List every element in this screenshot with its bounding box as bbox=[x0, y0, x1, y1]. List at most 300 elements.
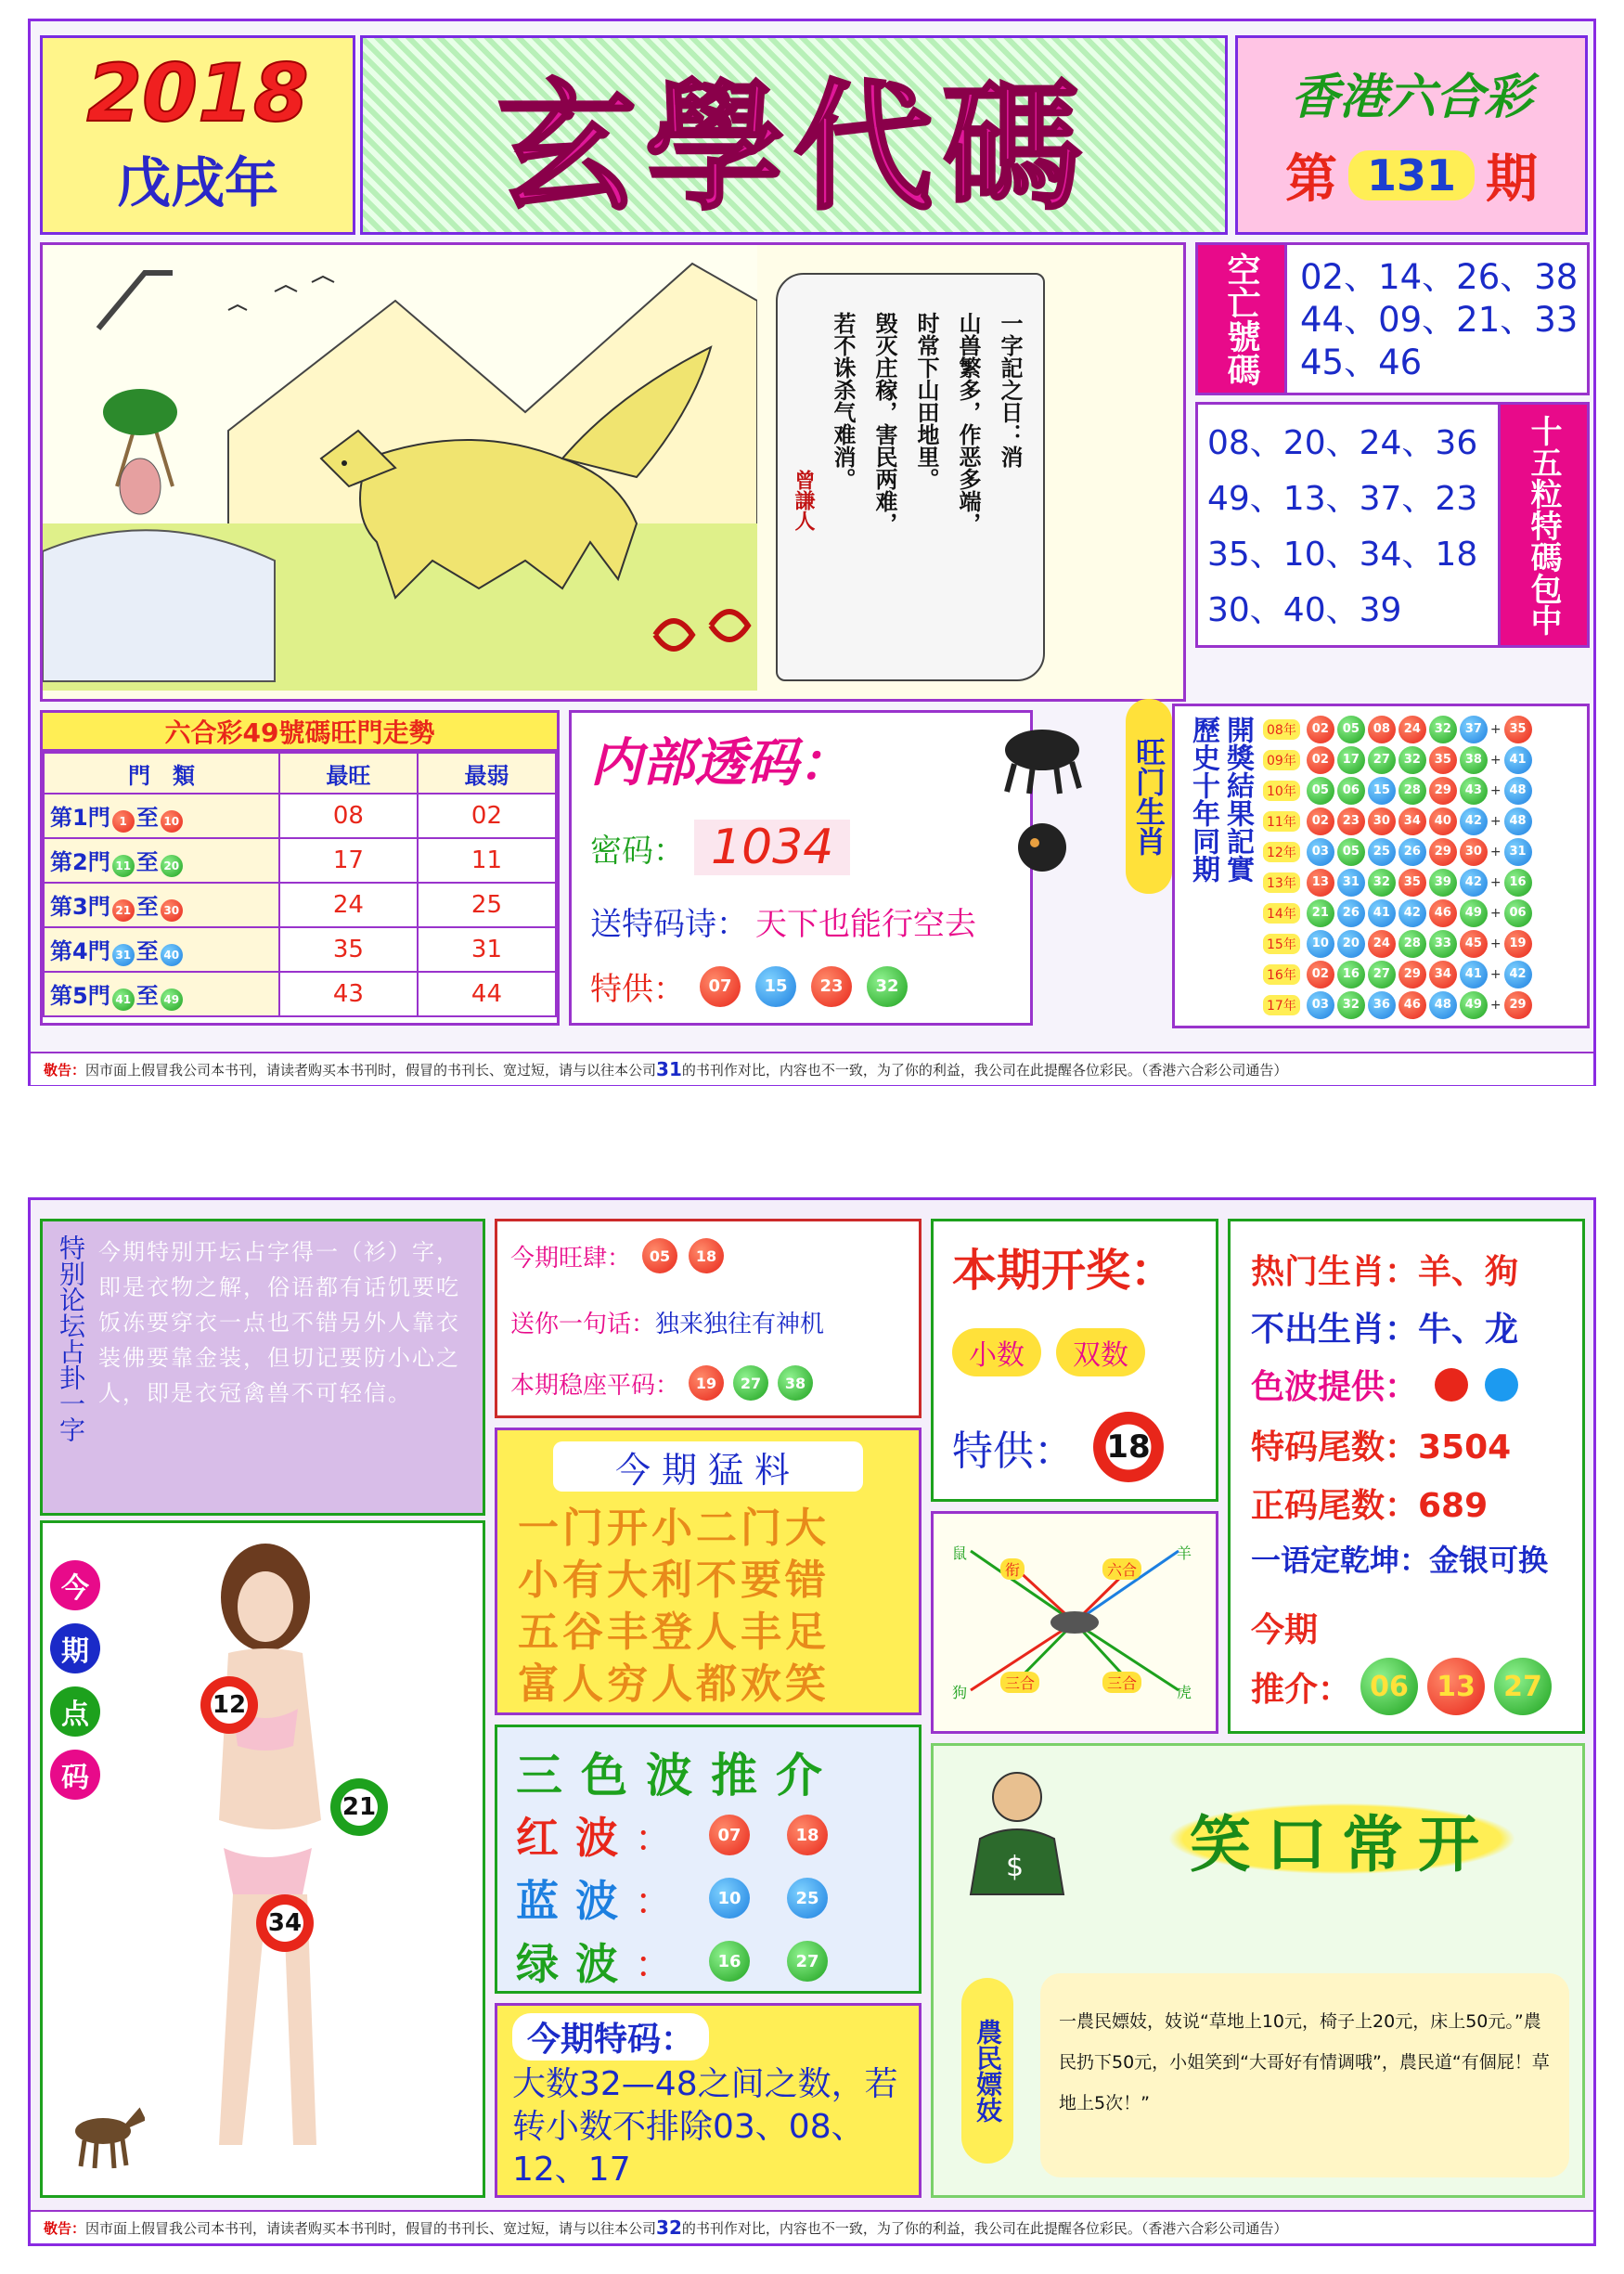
recommend-row bbox=[1251, 1658, 1552, 1715]
history-ball: 32 bbox=[1368, 869, 1396, 897]
history-ball: 23 bbox=[1337, 808, 1365, 835]
door-name: 第3門 bbox=[50, 894, 110, 920]
money-bag-icon bbox=[961, 1764, 1073, 1904]
history-ball: 49 bbox=[1460, 991, 1488, 1019]
history-rows bbox=[1263, 714, 1532, 1020]
history-ball: 42 bbox=[1460, 869, 1488, 897]
history-ball: 02 bbox=[1307, 746, 1334, 774]
wave-label: 红波 bbox=[516, 1813, 635, 1863]
history-year: 08年 bbox=[1263, 719, 1300, 740]
issue-box bbox=[1235, 35, 1588, 235]
history-panel bbox=[1172, 704, 1590, 1028]
hot-zodiac: 热门生肖：羊、狗 bbox=[1251, 1253, 1519, 1291]
history-ball: 46 bbox=[1398, 991, 1426, 1019]
point-label-3: 点 bbox=[50, 1686, 100, 1737]
history-ball: 29 bbox=[1504, 991, 1532, 1019]
password-value: 1034 bbox=[694, 820, 850, 875]
mengliao-line-2: 小有大利不要错 bbox=[518, 1557, 830, 1604]
history-year: 17年 bbox=[1263, 995, 1300, 1015]
forum-panel bbox=[40, 1219, 485, 1516]
history-ball: 32 bbox=[1398, 746, 1426, 774]
history-ball: 08 bbox=[1368, 716, 1396, 743]
mengliao-title: 今期猛料 bbox=[553, 1441, 863, 1492]
history-ball: 06 bbox=[1337, 777, 1365, 805]
wave-colon: ： bbox=[635, 1816, 672, 1860]
tema-panel bbox=[495, 2003, 922, 2198]
history-year: 11年 bbox=[1263, 811, 1300, 832]
wave-colon: ： bbox=[635, 1880, 672, 1923]
history-year: 13年 bbox=[1263, 872, 1300, 893]
wave-rows bbox=[516, 1803, 828, 1993]
recommend-ball: 13 bbox=[1427, 1658, 1485, 1715]
notice-prefix: 敬告： bbox=[44, 1061, 86, 1079]
history-ball: 35 bbox=[1504, 716, 1532, 743]
history-ball: 43 bbox=[1460, 777, 1488, 805]
wangmen-label: 旺门生肖 bbox=[1126, 699, 1172, 894]
history-ball: 20 bbox=[1337, 930, 1365, 958]
issue-number: 131 bbox=[1348, 150, 1475, 200]
blue-dot-icon bbox=[1485, 1368, 1518, 1402]
history-ball: 24 bbox=[1368, 930, 1396, 958]
history-plus: + bbox=[1489, 997, 1502, 1013]
wave-ball: 16 bbox=[709, 1941, 750, 1982]
today-panel bbox=[495, 1219, 922, 1418]
history-row bbox=[1263, 989, 1532, 1020]
history-row bbox=[1263, 928, 1532, 959]
compass-rat: 鼠 bbox=[952, 1544, 968, 1562]
history-ball: 27 bbox=[1368, 961, 1396, 988]
history-year: 14年 bbox=[1263, 903, 1300, 924]
history-ball: 42 bbox=[1504, 961, 1532, 988]
notice-number-2: 32 bbox=[656, 2216, 682, 2239]
doors-table bbox=[43, 752, 557, 1017]
history-ball: 38 bbox=[1460, 746, 1488, 774]
history-ball: 03 bbox=[1307, 838, 1334, 866]
flat-ball: 19 bbox=[689, 1365, 724, 1401]
girl-panel bbox=[40, 1520, 485, 2198]
mengliao-line-1: 一门开小二门大 bbox=[518, 1505, 830, 1552]
history-ball: 16 bbox=[1504, 869, 1532, 897]
notice-text-2: 因市面上假冒我公司本书刊，请读者购买本书刊时，假冒的书刊长、宽过短，请与以往本公司 bbox=[85, 2219, 657, 2237]
door-start-ball: 41 bbox=[112, 988, 135, 1011]
flat-row bbox=[510, 1365, 813, 1401]
history-year: 15年 bbox=[1263, 934, 1300, 954]
wave-title: 三色波推介 bbox=[516, 1749, 841, 1802]
doors-row bbox=[44, 972, 556, 1016]
history-ball: 48 bbox=[1504, 777, 1532, 805]
password-label: 密码： bbox=[590, 832, 685, 870]
history-ball: 19 bbox=[1504, 930, 1532, 958]
poem-title: 一字記之日：消 bbox=[997, 312, 1023, 468]
doors-panel bbox=[40, 710, 560, 1026]
page-one bbox=[28, 19, 1596, 1086]
notice-prefix-2: 敬告： bbox=[44, 2219, 86, 2237]
history-plus: + bbox=[1489, 905, 1502, 921]
history-ball: 17 bbox=[1337, 746, 1365, 774]
notice-text-end-2: 的书刊作对比，内容也不一致，为了你的利益，我公司在此提醒各位彩民。（香港六合彩公司通告） bbox=[681, 2219, 1288, 2237]
compass-sanhe-right: 三合 bbox=[1102, 1672, 1141, 1693]
wave-ball: 27 bbox=[787, 1941, 828, 1982]
girl-ball-21: 21 bbox=[330, 1778, 388, 1836]
draw-small-tag: 小数 bbox=[952, 1328, 1041, 1376]
history-row bbox=[1263, 836, 1532, 867]
laugh-panel bbox=[931, 1743, 1585, 2198]
forum-text: 今期特别开坛占字得一（衫）字，即是衣物之解，俗语都有话饥要吃饭冻要穿衣一点也不错另外人靠衣装佛要靠金装，但切记要防小心之人，即是衣冠禽兽不可轻信。 bbox=[98, 1239, 460, 1406]
door-start-ball: 31 bbox=[112, 944, 135, 966]
history-row bbox=[1263, 806, 1532, 836]
password-row bbox=[590, 820, 850, 875]
tema-title: 今期特码： bbox=[512, 2013, 709, 2061]
story-label: 農民嫖妓 bbox=[961, 1978, 1013, 2164]
compass-arrows-icon bbox=[934, 1514, 1216, 1731]
history-row bbox=[1263, 775, 1532, 806]
door-name-cell bbox=[44, 838, 279, 883]
door-end-ball: 30 bbox=[161, 899, 183, 922]
history-ball: 26 bbox=[1398, 838, 1426, 866]
point-label-2: 期 bbox=[50, 1623, 100, 1673]
door-start-ball: 11 bbox=[112, 855, 135, 877]
doors-row bbox=[44, 838, 556, 883]
flat-ball: 27 bbox=[733, 1365, 768, 1401]
wave-ball: 07 bbox=[709, 1815, 750, 1855]
door-cold: 02 bbox=[418, 794, 556, 838]
color-label: 色波提供： bbox=[1251, 1368, 1419, 1406]
wave-colon: ： bbox=[635, 1943, 672, 1986]
inner-special-row bbox=[590, 963, 908, 1009]
point-label-1: 今 bbox=[50, 1560, 100, 1610]
fifteen-line-2: 49、13、37、23 bbox=[1207, 480, 1478, 518]
history-plus: + bbox=[1489, 813, 1502, 829]
history-ball: 30 bbox=[1368, 808, 1396, 835]
page-two bbox=[28, 1197, 1596, 2246]
compass-goat: 羊 bbox=[1177, 1544, 1192, 1562]
forum-label: 特别论坛占卦一字 bbox=[56, 1234, 86, 1442]
tema-text: 大数32—48之间之数，若转小数不排除03、08、12、17 bbox=[512, 2065, 898, 2189]
recommend-ball: 27 bbox=[1494, 1658, 1552, 1715]
door-start-ball: 21 bbox=[112, 899, 135, 922]
doors-header-hot: 最旺 bbox=[279, 753, 418, 794]
history-ball: 29 bbox=[1429, 777, 1457, 805]
point-label bbox=[50, 1560, 100, 1800]
sentence-row bbox=[510, 1305, 824, 1339]
door-name-cell bbox=[44, 927, 279, 972]
today-wang-ball: 18 bbox=[689, 1238, 724, 1273]
history-ball: 32 bbox=[1337, 991, 1365, 1019]
wave-ball: 10 bbox=[709, 1878, 750, 1919]
door-to: 至 bbox=[135, 938, 159, 964]
special-poem-label: 送特码诗： bbox=[590, 906, 748, 943]
history-ball: 29 bbox=[1398, 961, 1426, 988]
door-cold: 44 bbox=[418, 972, 556, 1016]
history-ball: 49 bbox=[1460, 899, 1488, 927]
doors-title: 六合彩49號碼旺門走勢 bbox=[43, 713, 557, 752]
history-plus: + bbox=[1489, 721, 1502, 737]
history-ball: 28 bbox=[1398, 777, 1426, 805]
history-ball: 42 bbox=[1460, 808, 1488, 835]
history-year: 12年 bbox=[1263, 842, 1300, 862]
history-ball: 10 bbox=[1307, 930, 1334, 958]
today-wang-row bbox=[510, 1238, 724, 1273]
model-illustration bbox=[154, 1542, 432, 2191]
compass-dog: 狗 bbox=[952, 1684, 968, 1701]
poem-line-2: 时常下山田地里。 bbox=[913, 312, 939, 490]
poem-seal: 曾謙人 bbox=[792, 470, 815, 531]
door-hot: 17 bbox=[279, 838, 418, 883]
mengliao-panel bbox=[495, 1428, 922, 1715]
history-ball: 34 bbox=[1429, 961, 1457, 988]
wave-row bbox=[516, 1803, 828, 1867]
flat-ball: 38 bbox=[778, 1365, 813, 1401]
issue-prefix: 第 bbox=[1284, 149, 1337, 210]
history-ball: 35 bbox=[1429, 746, 1457, 774]
poem-columns bbox=[789, 312, 1026, 646]
history-ball: 46 bbox=[1429, 899, 1457, 927]
fifteen-label: 十五粒特碼包中 bbox=[1498, 405, 1587, 646]
history-plus: + bbox=[1489, 936, 1502, 951]
doors-header-type: 門 類 bbox=[44, 753, 279, 794]
door-hot: 43 bbox=[279, 972, 418, 1016]
recommend-ball: 06 bbox=[1360, 1658, 1418, 1715]
history-ball: 45 bbox=[1460, 930, 1488, 958]
issue-suffix: 期 bbox=[1486, 149, 1539, 210]
recommend-b: 推介： bbox=[1251, 1670, 1352, 1709]
history-ball: 39 bbox=[1429, 869, 1457, 897]
doors-row bbox=[44, 927, 556, 972]
sentence-text: 独来独往有神机 bbox=[655, 1311, 825, 1338]
draw-double-tag: 双数 bbox=[1056, 1328, 1145, 1376]
poem-row bbox=[590, 898, 976, 944]
inner-title: 内部透码： bbox=[590, 733, 850, 794]
notice-bar-2 bbox=[31, 2210, 1593, 2243]
compass-xian: 衔 bbox=[1000, 1558, 1025, 1580]
history-ball: 25 bbox=[1368, 838, 1396, 866]
girl-ball-12: 12 bbox=[200, 1676, 258, 1734]
door-cold: 25 bbox=[418, 883, 556, 927]
kongwang-line-1: 02、14、26、38 bbox=[1300, 257, 1579, 297]
year-box bbox=[40, 35, 355, 235]
today-wang-ball: 05 bbox=[642, 1238, 677, 1273]
door-end-ball: 20 bbox=[161, 855, 183, 877]
history-ball: 29 bbox=[1429, 838, 1457, 866]
zodiac-compass bbox=[931, 1511, 1218, 1734]
door-to: 至 bbox=[135, 983, 159, 1009]
history-ball: 06 bbox=[1504, 899, 1532, 927]
laugh-title: 笑口常开 bbox=[1138, 1797, 1546, 1880]
history-ball: 37 bbox=[1460, 716, 1488, 743]
mengliao-line-4: 富人穷人都欢笑 bbox=[518, 1660, 830, 1708]
door-cold: 31 bbox=[418, 927, 556, 972]
door-hot: 24 bbox=[279, 883, 418, 927]
girl-ball-34: 34 bbox=[256, 1894, 314, 1952]
door-end-ball: 10 bbox=[161, 810, 183, 833]
history-ball: 05 bbox=[1307, 777, 1334, 805]
yiyu-line: 一语定乾坤：金银可换 bbox=[1251, 1543, 1549, 1578]
history-ball: 13 bbox=[1307, 869, 1334, 897]
history-ball: 32 bbox=[1429, 716, 1457, 743]
wave-ball: 18 bbox=[787, 1815, 828, 1855]
red-dot-icon bbox=[1435, 1368, 1468, 1402]
door-end-ball: 49 bbox=[161, 988, 183, 1011]
history-row bbox=[1263, 898, 1532, 928]
horse-icon bbox=[61, 2099, 145, 2173]
history-ball: 42 bbox=[1398, 899, 1426, 927]
compass-tiger: 虎 bbox=[1177, 1684, 1192, 1701]
wave-label: 绿波 bbox=[516, 1939, 635, 1989]
mengliao-line-3: 五谷丰登人丰足 bbox=[518, 1609, 830, 1656]
history-ball: 24 bbox=[1398, 716, 1426, 743]
title-box bbox=[360, 35, 1228, 235]
kongwang-numbers bbox=[1300, 256, 1578, 384]
mengliao-lines bbox=[518, 1503, 830, 1711]
sentence-label: 送你一句话： bbox=[510, 1311, 656, 1338]
history-ball: 41 bbox=[1368, 899, 1396, 927]
history-ball: 05 bbox=[1337, 838, 1365, 866]
history-ball: 41 bbox=[1504, 746, 1532, 774]
poem-line-1: 山兽繁多，作恶多端， bbox=[955, 312, 981, 535]
history-ball: 16 bbox=[1337, 961, 1365, 988]
wave-row bbox=[516, 1930, 828, 1993]
kongwang-panel bbox=[1195, 242, 1590, 395]
history-year: 10年 bbox=[1263, 781, 1300, 801]
door-name-cell bbox=[44, 972, 279, 1016]
notice-number: 31 bbox=[656, 1058, 682, 1080]
door-cold: 11 bbox=[418, 838, 556, 883]
wave-ball: 25 bbox=[787, 1878, 828, 1919]
fifteen-line-3: 35、10、34、18 bbox=[1207, 536, 1478, 574]
special-poem: 天下也能行空去 bbox=[755, 906, 976, 943]
brand: 香港六合彩 bbox=[1290, 70, 1532, 125]
recommend-a: 今期 bbox=[1251, 1611, 1319, 1649]
doors-header-cold: 最弱 bbox=[418, 753, 556, 794]
history-label-left: 歷史十年同期 bbox=[1187, 716, 1219, 883]
history-plus: + bbox=[1489, 782, 1502, 798]
color-row bbox=[1251, 1361, 1518, 1408]
history-row bbox=[1263, 744, 1532, 775]
door-name: 第2門 bbox=[50, 849, 110, 875]
history-row bbox=[1263, 714, 1532, 744]
doors-row bbox=[44, 794, 556, 838]
history-plus: + bbox=[1489, 966, 1502, 982]
kongwang-line-2: 44、09、21、33 bbox=[1300, 300, 1579, 340]
door-name: 第1門 bbox=[50, 805, 110, 831]
story-text: 一農民嫖妓，妓说“草地上10元，椅子上20元，床上50元。”農民扔下50元，小姐笑到“大哥好有情调哦”，農民道“有個屁！草地上5次！” bbox=[1040, 1973, 1569, 2177]
kongwang-line-3: 45、46 bbox=[1300, 342, 1423, 382]
door-to: 至 bbox=[135, 849, 159, 875]
svg-text:$: $ bbox=[1006, 1851, 1025, 1883]
ganzhi: 戊戌年 bbox=[116, 150, 278, 214]
wangmen-zodiac bbox=[986, 699, 1186, 898]
history-ball: 02 bbox=[1307, 961, 1334, 988]
year: 2018 bbox=[86, 46, 309, 140]
door-hot: 35 bbox=[279, 927, 418, 972]
history-ball: 15 bbox=[1368, 777, 1396, 805]
history-year: 09年 bbox=[1263, 750, 1300, 770]
history-ball: 40 bbox=[1429, 808, 1457, 835]
fifteen-panel bbox=[1195, 402, 1590, 648]
door-to: 至 bbox=[135, 805, 159, 831]
inner-special-ball: 15 bbox=[755, 966, 796, 1007]
fifteen-numbers bbox=[1207, 416, 1477, 639]
poem-scroll bbox=[776, 273, 1045, 681]
door-name: 第4門 bbox=[50, 938, 110, 964]
draw-special-ball: 18 bbox=[1093, 1412, 1164, 1482]
wave-panel bbox=[495, 1725, 922, 1994]
history-ball: 21 bbox=[1307, 899, 1334, 927]
mountain-beast-illustration bbox=[43, 245, 757, 691]
history-ball: 33 bbox=[1429, 930, 1457, 958]
tail-digits: 特码尾数：3504 bbox=[1251, 1428, 1512, 1466]
door-start-ball: 1 bbox=[112, 810, 135, 833]
compass-liuhe: 六合 bbox=[1102, 1558, 1141, 1580]
door-to: 至 bbox=[135, 894, 159, 920]
history-row bbox=[1263, 867, 1532, 898]
history-ball: 03 bbox=[1307, 991, 1334, 1019]
draw-title: 本期开奖： bbox=[952, 1245, 1176, 1297]
main-title: 玄學代碼 bbox=[496, 65, 1091, 229]
door-name-cell bbox=[44, 794, 279, 838]
history-ball: 02 bbox=[1307, 808, 1334, 835]
no-zodiac: 不出生肖：牛、龙 bbox=[1251, 1311, 1519, 1349]
point-label-4: 码 bbox=[50, 1750, 100, 1800]
history-ball: 05 bbox=[1337, 716, 1365, 743]
door-hot: 08 bbox=[279, 794, 418, 838]
fifteen-line-4: 30、40、39 bbox=[1207, 591, 1402, 629]
door-name-cell bbox=[44, 883, 279, 927]
notice-bar bbox=[31, 1052, 1593, 1085]
history-ball: 02 bbox=[1307, 716, 1334, 743]
zheng-tail-digits: 正码尾数：689 bbox=[1251, 1487, 1489, 1525]
draw-panel bbox=[931, 1219, 1218, 1502]
history-row bbox=[1263, 959, 1532, 989]
draw-tags bbox=[952, 1328, 1145, 1376]
issue-line bbox=[1285, 138, 1538, 213]
flat-label: 本期稳座平码： bbox=[510, 1371, 680, 1400]
history-plus: + bbox=[1489, 874, 1502, 890]
history-plus: + bbox=[1489, 844, 1502, 859]
inner-special-ball: 23 bbox=[811, 966, 852, 1007]
inner-special-ball: 32 bbox=[867, 966, 908, 1007]
compass-sanhe-left: 三合 bbox=[1000, 1672, 1039, 1693]
draw-special-label: 特供： bbox=[952, 1428, 1075, 1475]
notice-text: 因市面上假冒我公司本书刊，请读者购买本书刊时，假冒的书刊长、宽过短，请与以往本公司 bbox=[85, 1061, 657, 1079]
history-ball: 48 bbox=[1504, 808, 1532, 835]
wave-row bbox=[516, 1867, 828, 1930]
door-name: 第5門 bbox=[50, 983, 110, 1009]
poem-line-4: 若不诛杀气难消。 bbox=[830, 312, 856, 490]
history-ball: 36 bbox=[1368, 991, 1396, 1019]
inner-special-label: 特供： bbox=[590, 971, 685, 1008]
history-ball: 30 bbox=[1460, 838, 1488, 866]
illustration-panel bbox=[40, 242, 1186, 702]
history-year: 16年 bbox=[1263, 964, 1300, 985]
history-ball: 41 bbox=[1460, 961, 1488, 988]
door-end-ball: 40 bbox=[161, 944, 183, 966]
kongwang-label: 空亡號碼 bbox=[1198, 245, 1287, 394]
inner-code-panel bbox=[569, 710, 1033, 1026]
history-ball: 31 bbox=[1337, 869, 1365, 897]
doors-row bbox=[44, 883, 556, 927]
history-ball: 31 bbox=[1504, 838, 1532, 866]
poem-line-3: 毁灭庄稼，害民两难， bbox=[871, 312, 897, 535]
history-ball: 28 bbox=[1398, 930, 1426, 958]
history-plus: + bbox=[1489, 752, 1502, 768]
history-label-right: 開獎結果記實 bbox=[1221, 716, 1254, 883]
inner-special-ball: 07 bbox=[700, 966, 741, 1007]
today-wang-label: 今期旺肆： bbox=[510, 1244, 632, 1273]
history-ball: 48 bbox=[1429, 991, 1457, 1019]
history-ball: 26 bbox=[1337, 899, 1365, 927]
hot-info-panel bbox=[1228, 1219, 1585, 1734]
